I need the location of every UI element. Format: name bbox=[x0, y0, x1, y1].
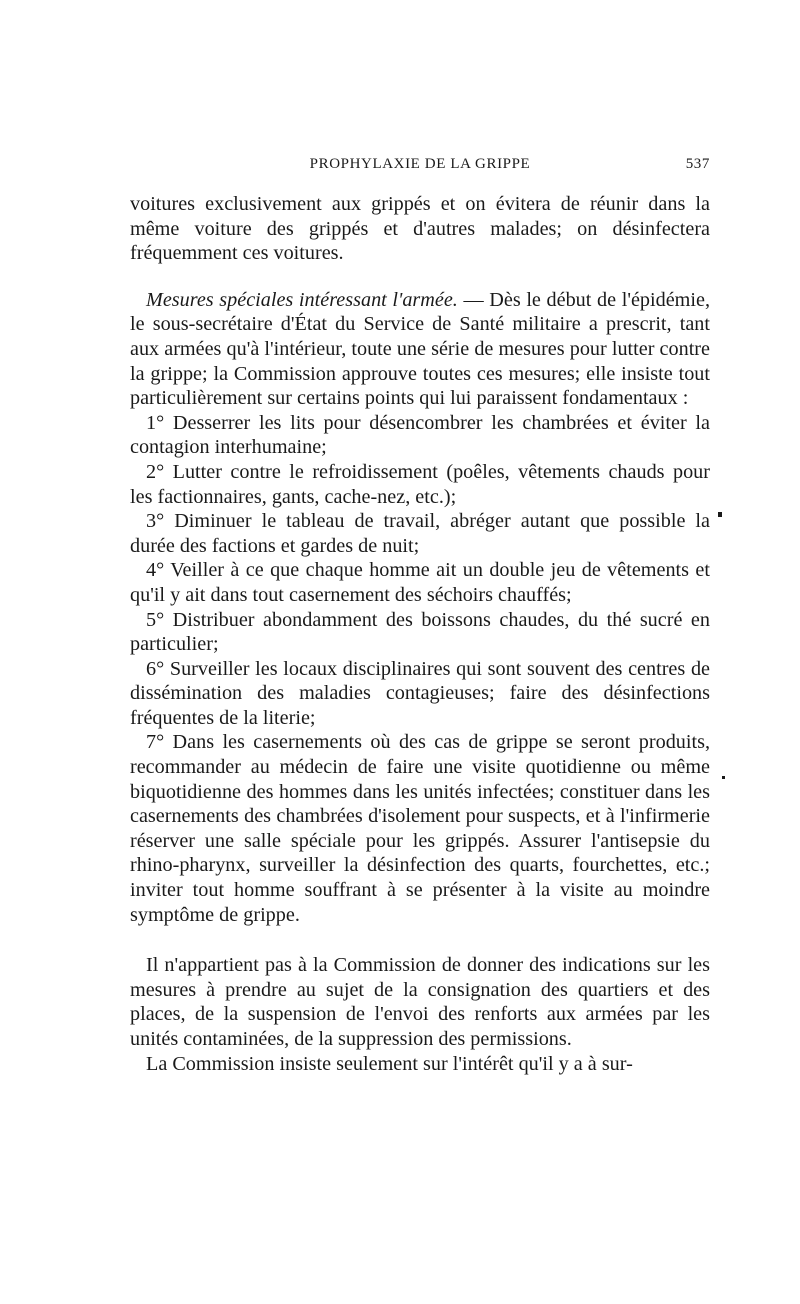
running-title: PROPHYLAXIE DE LA GRIPPE bbox=[309, 156, 531, 172]
running-head bbox=[130, 156, 710, 178]
section-intro: — Dès le début de l'épidémie, le sous-secrétaire d'État du Service de Santé militaire a prescrit, tant aux armées qu'à l'intérieur, toute une série de mesures pour lutter contre la grippe; la Commission approuve toutes ces mesures; elle insiste tout particulièrement sur certains points qui lui paraissent fondamentaux : bbox=[130, 288, 710, 410]
list-item-7: 7° Dans les casernements où des cas de grippe se seront produits, recommander au médecin de faire une visite quotidienne ou même biquotidienne des hommes dans les unités infectées; constituer dans les casernements des chambrées d'isolement pour suspects, et à l'infirmerie réserver une salle spéciale pour les grippés. Assurer l'antisepsie du rhino-pharynx, surveiller la désinfection des quarts, fourchettes, etc.; inviter tout homme souffrant à se présenter à la visite au moindre symptôme de grippe. bbox=[130, 731, 710, 926]
section-paragraph bbox=[130, 288, 710, 411]
ink-speck bbox=[718, 512, 722, 517]
list-item-3: 3° Diminuer le tableau de travail, abréger autant que possible la durée des factions et gardes de nuit; bbox=[130, 510, 710, 557]
continuation-paragraph: voitures exclusivement aux grippés et on évitera de réunir dans la même voiture des grippés et d'autres malades; on désinfectera fréquemment ces voitures. bbox=[130, 193, 710, 265]
list-item-6: 6° Surveiller les locaux disciplinaires qui sont souvent des centres de dissémination des maladies contagieuses; faire des désinfections fréquentes de la literie; bbox=[130, 657, 710, 729]
ink-speck bbox=[722, 776, 725, 779]
section-heading: Mesures spéciales intéressant l'armée. bbox=[146, 288, 458, 311]
list-item-2: 2° Lutter contre le refroidissement (poêles, vêtements chauds pour les factionnaires, gants, cache-nez, etc.); bbox=[130, 460, 710, 508]
list-item-1: 1° Desserrer les lits pour désencombrer les chambrées et éviter la contagion interhumaine; bbox=[130, 411, 710, 459]
page-number: 537 bbox=[685, 156, 710, 172]
closing-paragraph-2: La Commission insiste seulement sur l'intérêt qu'il y a à sur- bbox=[146, 1052, 633, 1075]
list-item-4: 4° Veiller à ce que chaque homme ait un double jeu de vêtements et qu'il y ait dans tout casernement des séchoirs chauffés; bbox=[130, 559, 710, 606]
text-block bbox=[130, 192, 710, 1076]
paragraph-gap bbox=[130, 927, 710, 953]
list-item-5: 5° Distribuer abondamment des boissons chaudes, du thé sucré en particulier; bbox=[130, 608, 710, 656]
paragraph-gap bbox=[130, 266, 710, 288]
closing-paragraph-1: Il n'appartient pas à la Commission de donner des indications sur les mesures à prendre au sujet de la consignation des quartiers et des places, de la suspension de l'envoi des renforts aux armées par les unités contaminées, de la suppression des permissions. bbox=[130, 954, 710, 1050]
